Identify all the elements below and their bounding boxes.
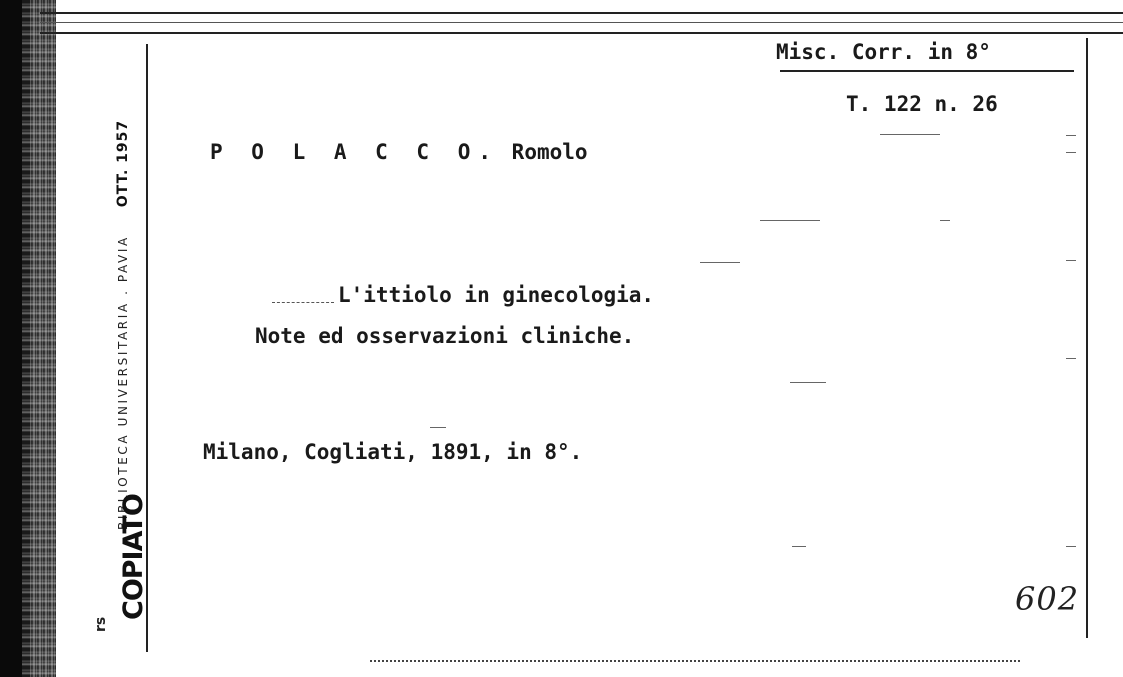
top-rule bbox=[40, 12, 1123, 14]
stamp-date: OTT. 1957 bbox=[115, 119, 131, 208]
scan-speck bbox=[792, 546, 806, 547]
right-frame-line bbox=[1086, 38, 1088, 638]
scan-speck bbox=[1066, 260, 1076, 261]
scan-speck bbox=[1066, 358, 1076, 359]
title-line-1: L'ittiolo in ginecologia. bbox=[338, 283, 655, 307]
scan-speck bbox=[430, 427, 446, 428]
top-rule bbox=[40, 32, 1123, 34]
top-rule bbox=[40, 22, 1123, 23]
handwritten-number: 602 bbox=[1015, 580, 1080, 618]
title-line-2: Note ed osservazioni cliniche. bbox=[255, 324, 635, 348]
author-surname: P O L A C C O. bbox=[210, 140, 500, 164]
scan-speck bbox=[1066, 152, 1076, 153]
scan-speck bbox=[880, 134, 940, 135]
copiato-stamp: COPIATO bbox=[118, 494, 149, 620]
library-stamp-text: BIBLIOTECA UNIVERSITARIA . PAVIA bbox=[116, 235, 130, 530]
author-forename: Romolo bbox=[511, 140, 588, 164]
scanned-left-edge bbox=[0, 0, 56, 677]
imprint-line: Milano, Cogliati, 1891, in 8°. bbox=[203, 440, 583, 464]
initials-mark: rs bbox=[93, 616, 109, 632]
scan-speck bbox=[790, 382, 826, 383]
collection-heading: Misc. Corr. in 8° bbox=[776, 40, 991, 64]
shelfmark: T. 122 n. 26 bbox=[846, 92, 998, 116]
scan-speck bbox=[1066, 135, 1076, 136]
scan-speck bbox=[700, 262, 740, 263]
title-leader bbox=[272, 302, 334, 303]
author-heading bbox=[210, 140, 588, 164]
scan-speck bbox=[1066, 546, 1076, 547]
library-stamp bbox=[108, 30, 138, 530]
scan-speck bbox=[760, 220, 820, 221]
bottom-scan-noise bbox=[370, 660, 1020, 662]
scan-speck bbox=[940, 220, 950, 221]
collection-underline bbox=[780, 70, 1074, 72]
